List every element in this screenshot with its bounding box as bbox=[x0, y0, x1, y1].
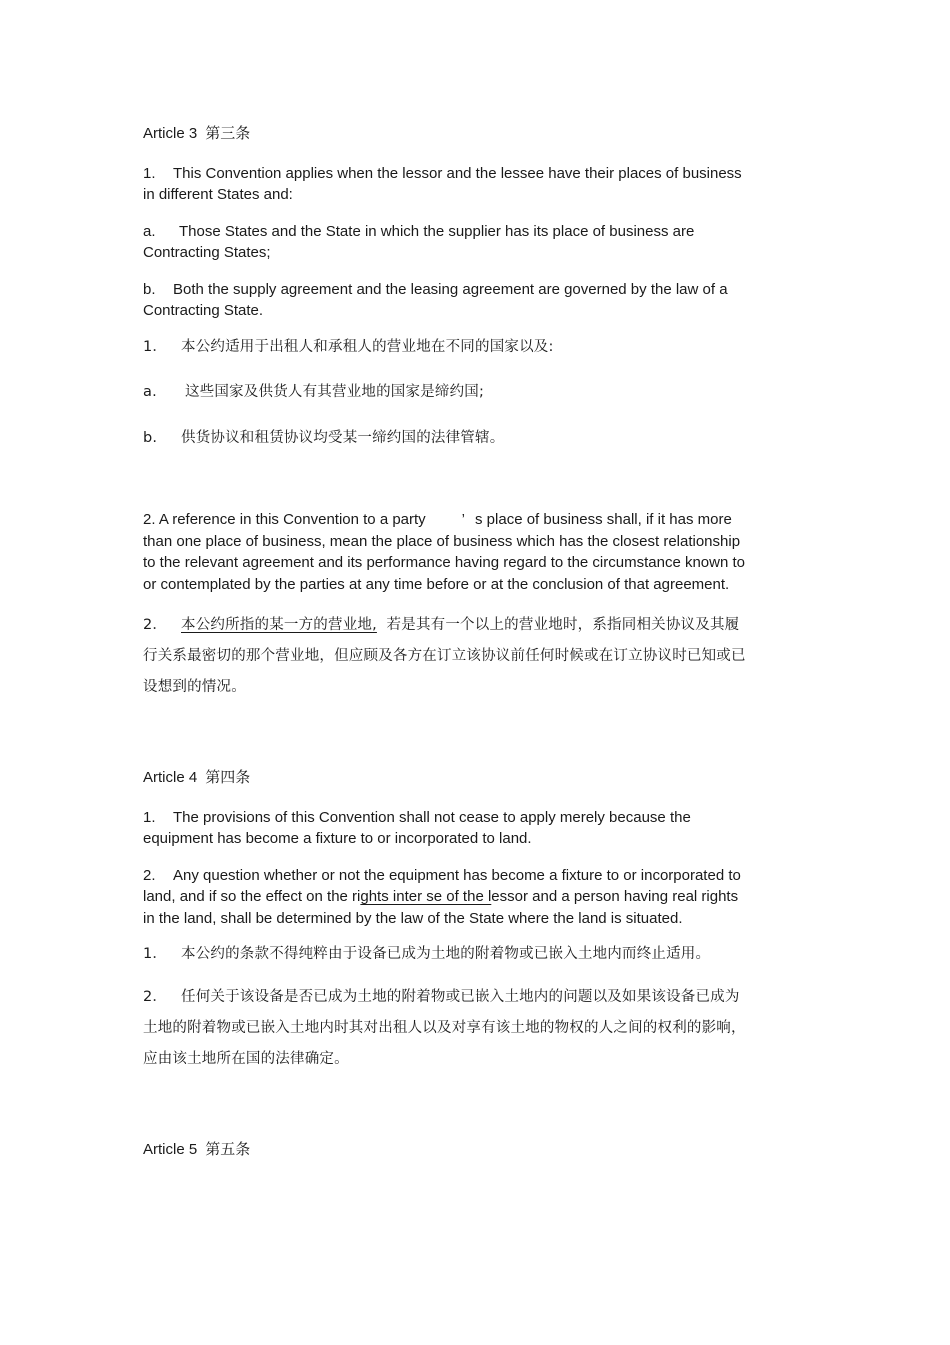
article-3-para-1-en bbox=[143, 163, 753, 206]
para-letter: b. bbox=[143, 280, 156, 298]
article-4-heading-cn: 第四条 bbox=[205, 769, 251, 786]
article-3-para-b-cn bbox=[143, 428, 753, 450]
article-4-para-2-en bbox=[143, 865, 753, 930]
para-text-start: 2. A reference in this Convention to a party bbox=[143, 511, 426, 528]
para-text: 供货协议和租赁协议均受某一缔约国的法律管辖。 bbox=[181, 429, 505, 446]
para-text: 本公约的条款不得纯粹由于设备已成为土地的附着物或已嵌入土地内而终止适用。 bbox=[181, 946, 711, 962]
article-3-heading-en: Article 3 bbox=[143, 125, 198, 142]
article-3-para-a-cn bbox=[143, 382, 753, 404]
para-letter: a. bbox=[143, 222, 156, 240]
underlined-text: 本公约所指的某一方的营业地, bbox=[181, 617, 377, 633]
article-5-heading-en: Article 5 bbox=[143, 1140, 198, 1158]
article-3-heading-cn: 第三条 bbox=[205, 125, 251, 142]
article-5-heading bbox=[143, 1139, 753, 1161]
article-4-para-1-cn bbox=[143, 944, 753, 966]
para-text: 这些国家及供货人有其营业地的国家是缔约国; bbox=[185, 384, 485, 400]
para-text: 若是其有一个以上的营业地时，系指同相关协议及其履行关系最密切的那个营业地，但应顾及各方在订立该协议前任何时候或在订立协议时已知或已设想到的情况。 bbox=[143, 617, 746, 695]
article-4-para-1-en bbox=[143, 807, 753, 850]
article-4-para-2-cn bbox=[143, 982, 753, 1075]
underlined-text: ghts inter se of the l bbox=[360, 888, 492, 905]
apostrophe: ’ bbox=[461, 511, 466, 528]
para-text-after: essor and a person having real rights in the land, shall be determined by the law of the State where the land is situated. bbox=[143, 888, 739, 927]
para-number: 1. bbox=[143, 164, 156, 182]
article-3-para-b-en bbox=[143, 279, 753, 322]
article-3-para-2-cn bbox=[143, 610, 753, 703]
para-number: 2． bbox=[143, 988, 168, 1005]
para-text: Those States and the State in which the supplier has its place of business are Contracting States; bbox=[143, 222, 695, 261]
para-letter: b. bbox=[143, 429, 158, 446]
para-letter: a. bbox=[143, 384, 157, 400]
article-4-heading-en: Article 4 bbox=[143, 769, 198, 786]
para-text: Both the supply agreement and the leasing agreement are governed by the law of a Contracting State. bbox=[143, 280, 728, 319]
para-text: 任何关于该设备是否已成为土地的附着物或已嵌入土地内的问题以及如果该设备已成为土地的附着物或已嵌入土地内时其对出租人以及对享有该土地的物权的人之间的权利的影响，应由该土地所在国的法律确定。 bbox=[143, 988, 746, 1067]
article-3-para-2-en bbox=[143, 509, 753, 595]
para-text: This Convention applies when the lessor and the lessee have their places of business in different States and: bbox=[143, 164, 742, 203]
para-text-rest: s place of business shall, if it has more than one place of business, mean the place of business which has the closest relationship to the relevant agreement and its performance having regard to the circumstance known to or contemplated by the parties at any time before or at the conclusion of that agreement. bbox=[143, 511, 745, 593]
para-text: 本公约适用于出租人和承租人的营业地在不同的国家以及: bbox=[181, 338, 554, 355]
para-number: 2. bbox=[143, 866, 156, 884]
article-3-heading bbox=[143, 123, 753, 145]
para-number: 1． bbox=[143, 338, 168, 355]
article-3-para-1-cn bbox=[143, 337, 753, 359]
para-number: 2． bbox=[143, 617, 168, 633]
para-number: 1． bbox=[143, 946, 168, 962]
para-text-before: Any question whether or not the equipment has become a fixture to or incorporated to land, and if so the effect on the ri bbox=[143, 866, 741, 905]
document-page bbox=[143, 123, 753, 1178]
article-3-para-a-en bbox=[143, 221, 753, 264]
para-text: The provisions of this Convention shall not cease to apply merely because the equipment has become a fixture to or incorporated to land. bbox=[143, 808, 691, 847]
article-4-heading bbox=[143, 767, 753, 789]
article-5-heading-cn: 第五条 bbox=[205, 1140, 251, 1158]
para-number: 1. bbox=[143, 808, 156, 826]
